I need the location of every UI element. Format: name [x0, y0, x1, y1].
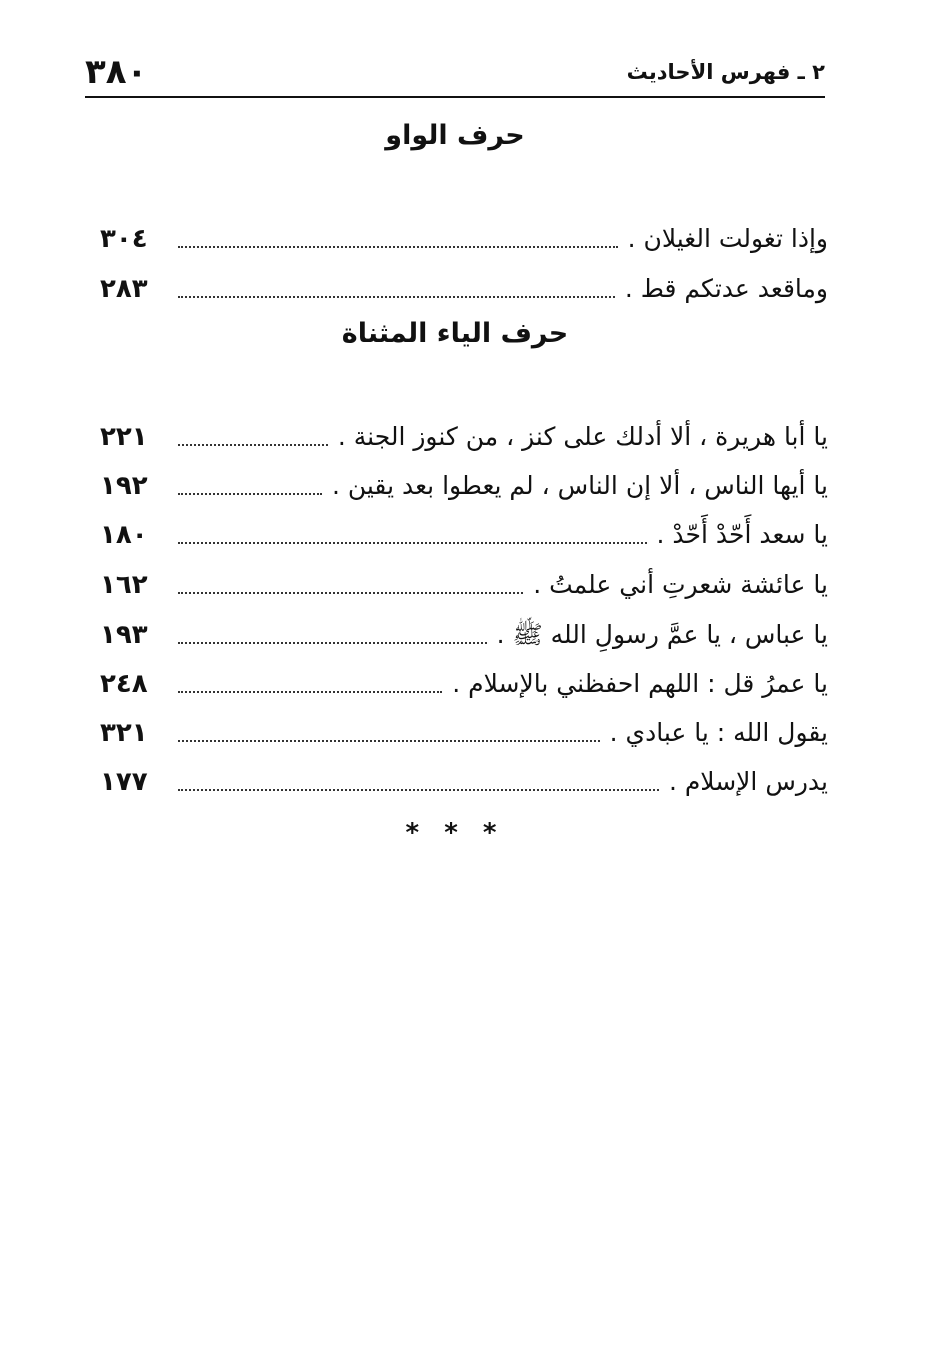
entry-page-number: ٢٨٣	[100, 274, 148, 304]
entry-page-number: ٢٢١	[100, 422, 148, 452]
entry-text: يا أيها الناس ، ألا إن الناس ، لم يعطوا بعد يقين .	[331, 471, 828, 500]
index-entry	[100, 710, 828, 750]
entry-text: وماقعد عدتكم قط .	[624, 274, 828, 303]
entry-text: يا سعد أَحّدْ أَحّدْ .	[656, 520, 828, 549]
index-entry	[100, 612, 828, 652]
entry-page-number: ١٩٣	[100, 620, 148, 650]
page-number: ٣٨٠	[85, 52, 148, 92]
dot-leader	[178, 246, 618, 248]
dot-leader	[178, 740, 600, 742]
running-header	[85, 50, 825, 98]
dot-leader	[178, 691, 442, 693]
dot-leader	[178, 296, 615, 298]
entry-text: يقول الله : يا عبادي .	[609, 718, 828, 747]
index-entry	[100, 562, 828, 602]
entry-text: يا عائشة شعرتِ أني علمتُ .	[533, 570, 828, 599]
entry-text: يا عباس ، يا عمَّ رسولِ الله ﷺ .	[496, 620, 828, 649]
entry-page-number: ١٧٧	[100, 767, 148, 797]
entry-page-number: ٢٤٨	[100, 669, 148, 699]
entry-page-number: ١٩٢	[100, 471, 148, 501]
index-entry	[100, 414, 828, 454]
index-entry	[100, 512, 828, 552]
section-heading-ya: حرف الياء المثناة	[341, 318, 569, 349]
entry-text: يدرس الإسلام .	[668, 767, 828, 796]
dot-leader	[178, 493, 322, 495]
running-title: ٢ ـ فهرس الأحاديث	[626, 60, 825, 84]
entry-page-number: ٣٠٤	[100, 224, 148, 254]
entry-page-number: ١٨٠	[100, 520, 148, 550]
entry-text: يا أبا هريرة ، ألا أدلك على كنز ، من كنوز الجنة .	[337, 422, 828, 451]
dot-leader	[178, 444, 328, 446]
section-heading-waw: حرف الواو	[385, 120, 525, 151]
entry-page-number: ١٦٢	[100, 570, 148, 600]
entry-text: وإذا تغولت الغيلان .	[627, 224, 828, 253]
index-entry	[100, 266, 828, 306]
index-entry	[100, 216, 828, 256]
index-entry	[100, 661, 828, 701]
index-entry	[100, 463, 828, 503]
index-entry	[100, 759, 828, 799]
header-rule	[85, 96, 825, 98]
dot-leader	[178, 542, 647, 544]
end-ornament: * * *	[405, 818, 505, 848]
dot-leader	[178, 642, 487, 644]
entry-page-number: ٣٢١	[100, 718, 148, 748]
dot-leader	[178, 592, 523, 594]
dot-leader	[178, 789, 659, 791]
entry-text: يا عمرُ قل : اللهم احفظني بالإسلام .	[452, 669, 828, 698]
